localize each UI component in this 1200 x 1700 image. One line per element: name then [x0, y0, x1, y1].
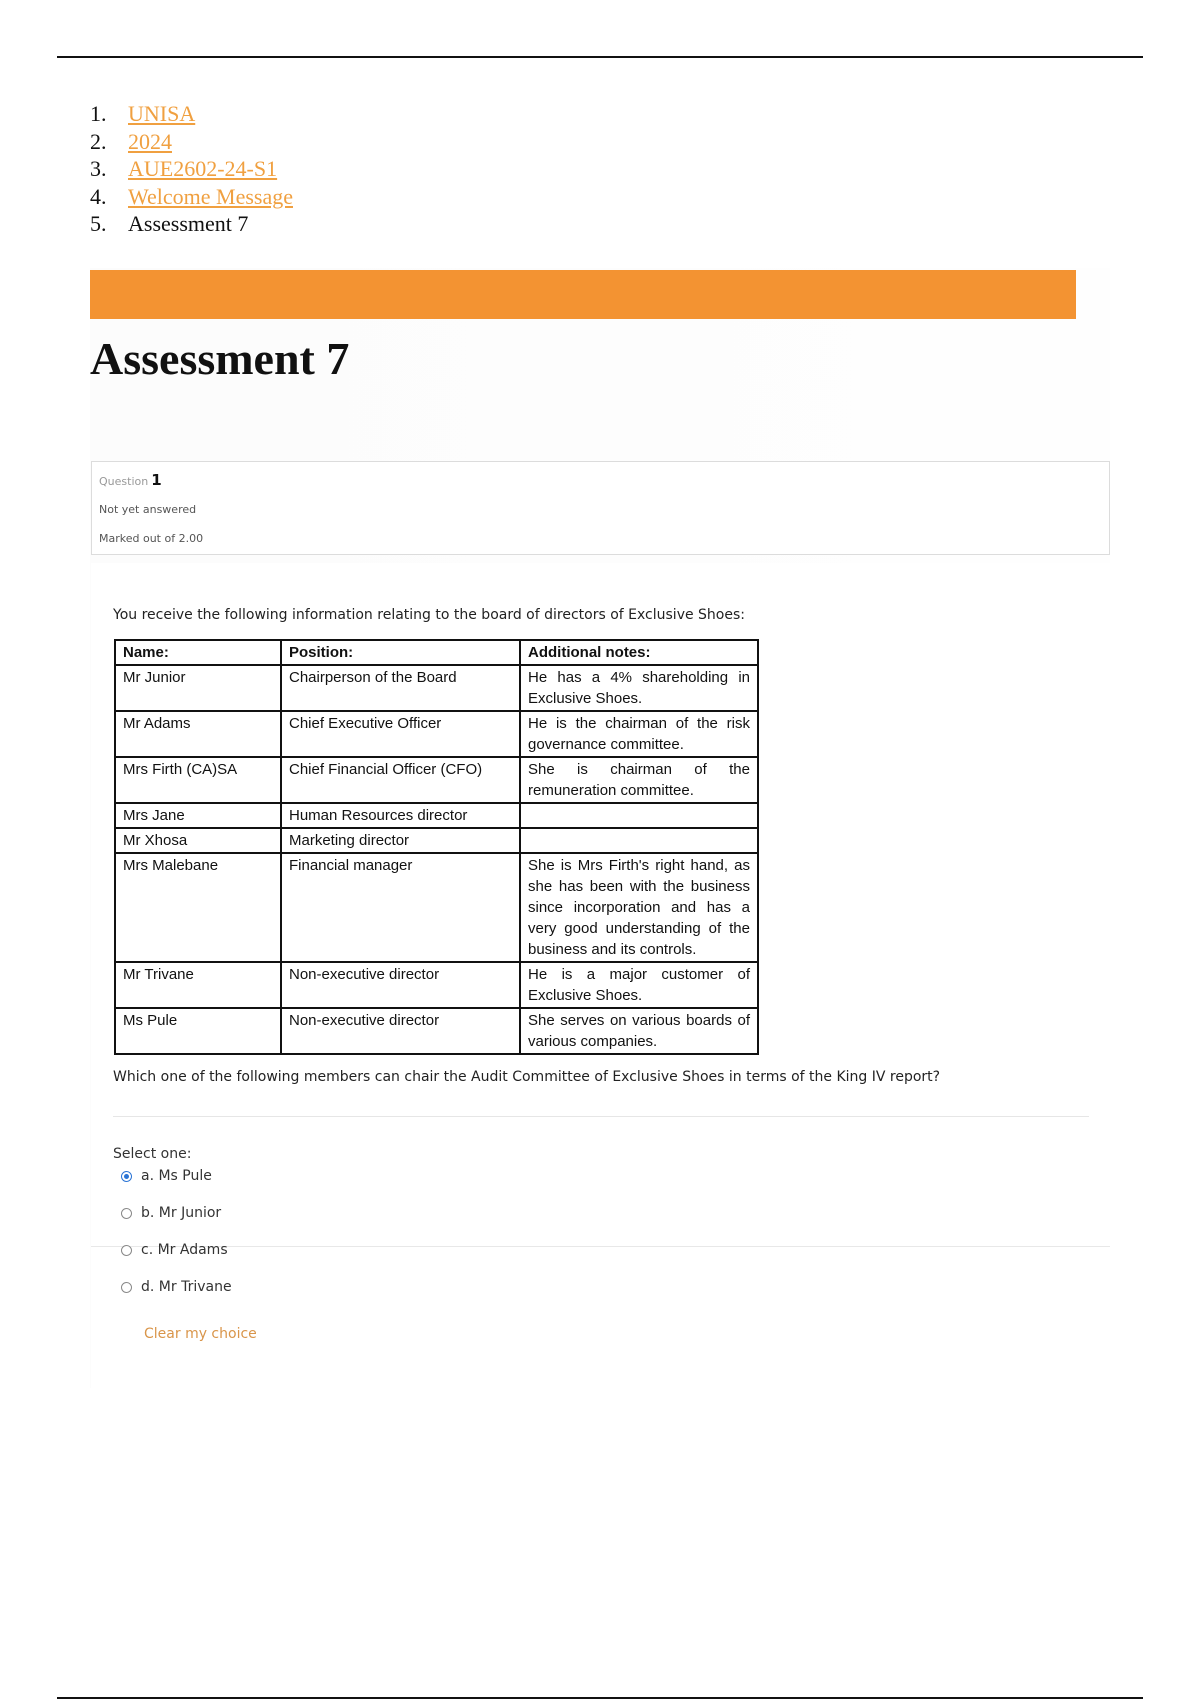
breadcrumb-item-current: [90, 210, 293, 238]
select-one-label: Select one:: [113, 1146, 192, 1162]
breadcrumb-current: Assessment 7: [128, 211, 249, 236]
table-cell: She serves on various boards of various companies.: [520, 1008, 758, 1054]
breadcrumb-link-year[interactable]: 2024: [128, 128, 172, 154]
question-status: Not yet answered: [99, 503, 197, 516]
question-label: Question: [99, 475, 149, 488]
table-row: [115, 853, 758, 962]
table-row: [115, 962, 758, 1008]
question-prompt: Which one of the following members can chair the Audit Committee of Exclusive Shoes in terms of the King IV report?: [113, 1069, 941, 1085]
radio-selected-icon[interactable]: [121, 1171, 132, 1182]
table-cell: Mrs Jane: [115, 803, 281, 828]
table-header: Name:: [115, 640, 281, 665]
radio-icon[interactable]: [121, 1245, 132, 1256]
breadcrumb: [90, 100, 293, 238]
table-cell: [520, 803, 758, 828]
option-b[interactable]: [121, 1205, 221, 1221]
question-intro: You receive the following information relating to the board of directors of Exclusive Shoes:: [113, 607, 745, 623]
table-cell: Non-executive director: [281, 962, 520, 1008]
table-cell: Non-executive director: [281, 1008, 520, 1054]
table-row: [115, 1008, 758, 1054]
option-d[interactable]: [121, 1279, 232, 1295]
table-row: [115, 803, 758, 828]
breadcrumb-number: 5.: [90, 211, 107, 236]
table-cell: Mr Trivane: [115, 962, 281, 1008]
header-banner: [90, 270, 1076, 319]
table-cell: Mr Junior: [115, 665, 281, 711]
breadcrumb-link-welcome[interactable]: Welcome Message: [128, 183, 293, 209]
table-cell: Mrs Malebane: [115, 853, 281, 962]
question-marks: Marked out of 2.00: [99, 532, 204, 545]
bottom-rule: [57, 1697, 1143, 1699]
table-row: [115, 828, 758, 853]
table-cell: She is chairman of the remuneration committee.: [520, 757, 758, 803]
table-cell: Financial manager: [281, 853, 520, 962]
table-row: [115, 711, 758, 757]
divider: [91, 1246, 1110, 1247]
option-label: d. Mr Trivane: [141, 1279, 232, 1295]
question-content: [91, 563, 1110, 1388]
table-cell: She is Mrs Firth's right hand, as she has been with the business since incorporation and has a very good understanding of the business and its controls.: [520, 853, 758, 962]
table-cell: Mrs Firth (CA)SA: [115, 757, 281, 803]
table-row: [115, 665, 758, 711]
option-label: a. Ms Pule: [141, 1168, 212, 1184]
table-cell: Chief Financial Officer (CFO): [281, 757, 520, 803]
breadcrumb-link-course[interactable]: AUE2602-24-S1: [128, 156, 278, 181]
breadcrumb-link-unisa[interactable]: UNISA: [128, 101, 196, 126]
breadcrumb-item-unisa[interactable]: [90, 100, 293, 128]
option-c[interactable]: [121, 1242, 228, 1258]
table-cell: Human Resources director: [281, 803, 520, 828]
option-label: b. Mr Junior: [141, 1205, 222, 1221]
radio-icon[interactable]: [121, 1282, 132, 1293]
radio-icon[interactable]: [121, 1208, 132, 1219]
breadcrumb-number: 3.: [90, 156, 107, 181]
breadcrumb-item-year[interactable]: [90, 128, 293, 156]
table-cell: Mr Adams: [115, 711, 281, 757]
breadcrumb-number: 4.: [90, 183, 107, 209]
breadcrumb-item-welcome[interactable]: [90, 183, 293, 211]
table-cell: Chief Executive Officer: [281, 711, 520, 757]
table-row: [115, 757, 758, 803]
question-info-panel: [91, 461, 1110, 555]
table-header-row: [115, 640, 758, 665]
table-header: Additional notes:: [520, 640, 758, 665]
question-number-value: 1: [151, 471, 162, 489]
question-number: [99, 470, 1102, 489]
page-title: Assessment 7: [90, 333, 350, 384]
table-cell: Chairperson of the Board: [281, 665, 520, 711]
table-cell: Marketing director: [281, 828, 520, 853]
option-a[interactable]: [121, 1168, 212, 1184]
breadcrumb-item-course[interactable]: [90, 155, 293, 183]
table-cell: He is a major customer of Exclusive Shoes.: [520, 962, 758, 1008]
table-cell: Ms Pule: [115, 1008, 281, 1054]
breadcrumb-number: 1.: [90, 101, 107, 126]
table-cell: He is the chairman of the risk governance committee.: [520, 711, 758, 757]
directors-table: [114, 639, 759, 1055]
top-rule: [57, 56, 1143, 58]
table-cell: Mr Xhosa: [115, 828, 281, 853]
clear-choice-link[interactable]: Clear my choice: [144, 1326, 257, 1342]
option-label: c. Mr Adams: [141, 1242, 228, 1258]
table-cell: He has a 4% shareholding in Exclusive Shoes.: [520, 665, 758, 711]
divider: [113, 1116, 1089, 1117]
table-header: Position:: [281, 640, 520, 665]
table-cell: [520, 828, 758, 853]
breadcrumb-number: 2.: [90, 128, 107, 154]
